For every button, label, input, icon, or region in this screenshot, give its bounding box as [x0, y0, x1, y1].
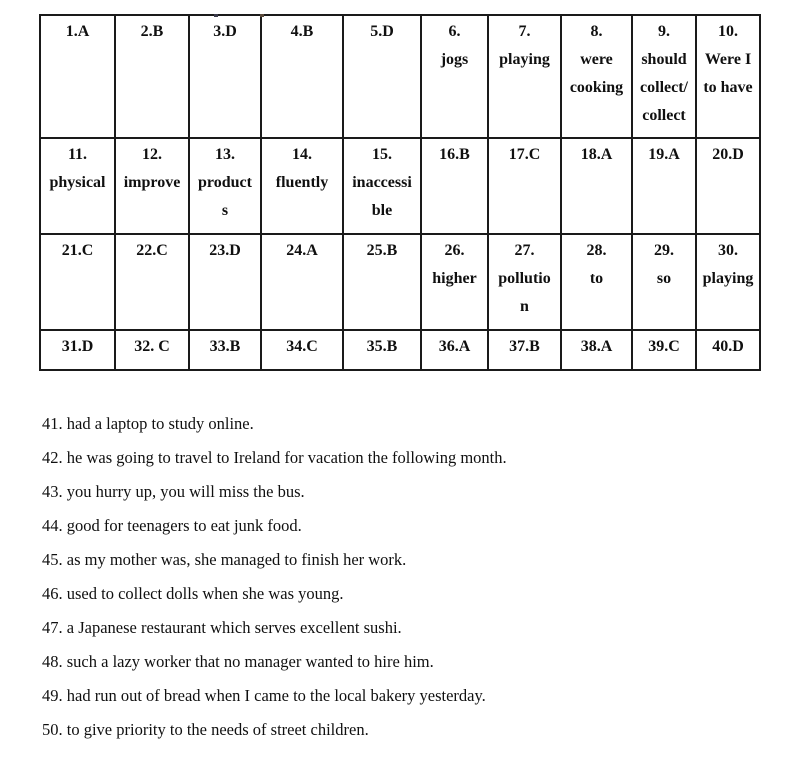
answer-cell — [696, 330, 760, 370]
answer-cell-line: to have — [703, 79, 753, 96]
cropped-text-artifact — [260, 14, 264, 17]
answer-cell — [632, 138, 696, 234]
answer-cell-line: 22.C — [136, 242, 168, 259]
answer-cell — [40, 15, 115, 138]
answer-cell — [343, 15, 421, 138]
answer-cell-line: collect — [642, 107, 686, 124]
answer-cell-line: 37.B — [509, 338, 540, 355]
answer-cell-line: 34.C — [286, 338, 318, 355]
answer-cell-line: 1.A — [65, 23, 90, 40]
answer-cell — [189, 234, 261, 330]
answer-cell — [261, 138, 343, 234]
answer-cell-line: 2.B — [140, 23, 164, 40]
answer-cell-line: fluently — [275, 174, 329, 191]
answer-cell-line: 39.C — [648, 338, 680, 355]
answer-cell — [421, 330, 488, 370]
answer-cell-line: 27. — [514, 242, 535, 259]
answer-cell — [696, 15, 760, 138]
answer-cell-line: 26. — [444, 242, 465, 259]
answer-cell-line: 33.B — [209, 338, 241, 355]
answer-cell-line: 5.D — [370, 23, 394, 40]
answer-cell — [696, 138, 760, 234]
completion-sentence: 46. used to collect dolls when she was young. — [42, 584, 344, 603]
answer-cell-line: 20.D — [712, 146, 744, 163]
answer-cell-line: 10. — [718, 23, 738, 40]
answer-cell — [40, 234, 115, 330]
answer-cell-line: 38.A — [580, 338, 613, 355]
answer-cell-line: product — [198, 174, 252, 191]
answer-cell — [343, 330, 421, 370]
answer-cell — [488, 234, 561, 330]
answer-cell — [696, 234, 760, 330]
answer-cell — [115, 330, 189, 370]
completion-sentence: 47. a Japanese restaurant which serves excellent sushi. — [42, 618, 402, 637]
answer-cell — [343, 138, 421, 234]
answer-cell-line: 3.D — [213, 23, 237, 40]
answer-cell — [561, 234, 632, 330]
answer-cell — [561, 330, 632, 370]
answer-cell — [261, 330, 343, 370]
answer-cell-line: 17.C — [508, 146, 541, 163]
answer-cell-line: were — [580, 51, 613, 68]
answer-cell-line: 11. — [67, 146, 88, 163]
answer-cell-line: 31.D — [61, 338, 94, 355]
completion-sentence: 41. had a laptop to study online. — [42, 414, 254, 433]
answer-cell-line: 36.A — [438, 338, 471, 355]
answer-cell-line: should — [641, 51, 687, 68]
answer-cell — [261, 234, 343, 330]
answer-row — [40, 234, 760, 330]
completion-sentences-list — [42, 413, 794, 740]
answer-cell — [561, 138, 632, 234]
answer-cell-line: 30. — [718, 242, 738, 259]
answer-cell — [632, 234, 696, 330]
answer-cell — [343, 234, 421, 330]
answer-cell-line: inaccessi — [352, 174, 412, 191]
answer-cell-line: to — [589, 270, 604, 287]
answer-cell — [561, 15, 632, 138]
answer-cell-line: collect/ — [640, 79, 688, 96]
completion-sentence: 42. he was going to travel to Ireland for vacation the following month. — [42, 448, 507, 467]
answer-cell — [40, 138, 115, 234]
answer-cell-line: pollutio — [498, 270, 551, 287]
answer-cell-line: higher — [432, 270, 477, 287]
answer-key-table — [39, 14, 761, 371]
answer-cell-line: 18.A — [580, 146, 613, 163]
answer-cell — [115, 138, 189, 234]
answer-cell-line: jogs — [440, 51, 469, 68]
answer-cell-line: improve — [123, 174, 181, 191]
completion-sentence: 45. as my mother was, she managed to finish her work. — [42, 550, 407, 569]
answer-cell — [421, 138, 488, 234]
answer-cell-line: 12. — [142, 146, 162, 163]
answer-cell — [488, 15, 561, 138]
answer-cell-line: 9. — [658, 23, 670, 40]
answer-cell-line: playing — [499, 51, 550, 68]
answer-cell-line: 14. — [292, 146, 312, 163]
answer-cell-line: cooking — [569, 79, 624, 96]
answer-cell-line: 35.B — [366, 338, 398, 355]
answer-cell-line: physical — [49, 174, 106, 191]
answer-cell — [189, 15, 261, 138]
answer-cell — [115, 234, 189, 330]
answer-cell-line: s — [221, 202, 229, 219]
answer-cell-line: 16.B — [439, 146, 470, 163]
answer-cell — [632, 330, 696, 370]
answer-cell — [40, 330, 115, 370]
answer-cell-line: 29. — [654, 242, 674, 259]
completion-sentence: 43. you hurry up, you will miss the bus. — [42, 482, 305, 501]
answer-cell — [421, 15, 488, 138]
answer-cell — [632, 15, 696, 138]
answer-cell-line: 15. — [372, 146, 392, 163]
answer-cell-line: playing — [702, 270, 754, 287]
answer-cell-line: 6. — [448, 23, 461, 40]
answer-cell-line: 21.C — [61, 242, 94, 259]
answer-cell — [115, 15, 189, 138]
answer-cell-line: ble — [371, 202, 393, 219]
cropped-text-artifact — [214, 14, 218, 17]
answer-cell-line: 7. — [518, 23, 531, 40]
completion-sentence: 44. good for teenagers to eat junk food. — [42, 516, 302, 535]
answer-row — [40, 330, 760, 370]
answer-cell-line: 25.B — [366, 242, 398, 259]
completion-sentence: 48. such a lazy worker that no manager wanted to hire him. — [42, 652, 434, 671]
completion-sentence: 49. had run out of bread when I came to the local bakery yesterday. — [42, 686, 486, 705]
answer-cell-line: 8. — [590, 23, 603, 40]
answer-cell-line: Were I — [704, 51, 752, 68]
answer-cell-line: 24.A — [286, 242, 318, 259]
answer-cell — [189, 330, 261, 370]
answer-row — [40, 138, 760, 234]
answer-cell — [261, 15, 343, 138]
answer-cell-line: 40.D — [712, 338, 744, 355]
answer-cell-line: 13. — [215, 146, 235, 163]
answer-row — [40, 15, 760, 138]
answer-cell — [488, 330, 561, 370]
answer-cell — [189, 138, 261, 234]
answer-cell-line: 19.A — [648, 146, 680, 163]
answer-cell-line: 28. — [586, 242, 607, 259]
answer-cell — [488, 138, 561, 234]
answer-cell-line: 23.D — [209, 242, 241, 259]
completion-sentence: 50. to give priority to the needs of street children. — [42, 720, 369, 739]
answer-cell-line: 32. C — [134, 338, 170, 355]
answer-cell-line: n — [520, 298, 529, 315]
answer-cell — [421, 234, 488, 330]
answer-cell-line: so — [656, 270, 672, 287]
answer-cell-line: 4.B — [290, 23, 314, 40]
